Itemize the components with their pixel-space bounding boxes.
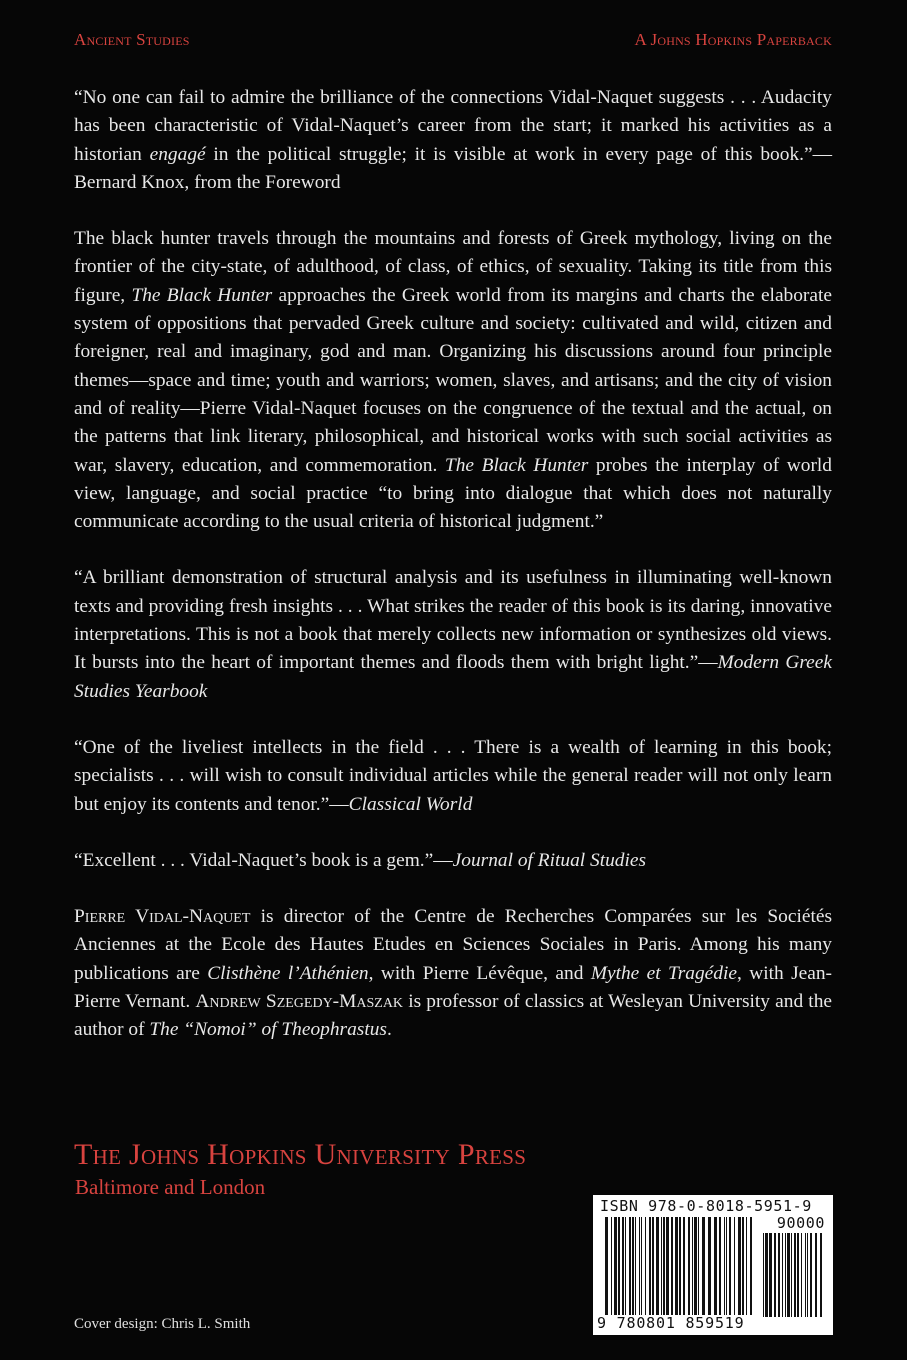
barcode-addon-bars-icon [763,1233,825,1317]
imprint-label: A Johns Hopkins Paperback [634,30,832,49]
description-text: The black hunter travels through the mountains and forests of Greek mythology, living on the frontier of the city-state, of adulthood, of class, of ethics, of sexuality. Taking its title from this figure, [74,228,832,306]
barcode-bars-icon [605,1217,753,1315]
book-title-italic: Mythe et Tragédie [590,962,737,984]
review-source: Journal of Ritual Studies [452,849,647,871]
author-bio [74,903,832,1044]
review-text: “Excellent . . . Vidal-Naquet’s book is a gem.”— [74,849,453,871]
book-title-italic: The Black Hunter [444,454,589,476]
blurb-text: in the political struggle; it is visible at work in every page of this book.”—Bernard Knox, from the Foreword [74,143,832,193]
author-name: Pierre Vidal-Naquet [74,906,251,928]
knox-blurb [74,84,832,197]
isbn-barcode [593,1195,833,1335]
book-title-italic: The “Nomoi” of Theophrastus [149,1019,387,1041]
publisher-city: Baltimore and London [75,1175,266,1199]
isbn-number: ISBN 978-0-8018-5951-9 [600,1197,812,1215]
back-cover-text [74,84,832,1045]
book-description [74,225,832,536]
review-blurb-ritual-studies [74,847,832,875]
blurb-italic: engagé [149,143,206,165]
publisher-name: The Johns Hopkins University Press [74,1138,527,1171]
bio-text: is professor of classics at Wesleyan University and the author of [74,991,832,1041]
review-blurb-modern-greek [74,564,832,705]
review-source: Classical World [348,793,473,815]
review-text: “A brilliant demonstration of structural analysis and its usefulness in illuminating well-known texts and providing fresh insights . . . What strikes the reader of this book is its daring, innovative interpretations. This is not a book that merely collects new information or synthesizes old views. It bursts into the heart of important themes and floods them with bright light.”— [74,567,832,674]
ean-digits: 9 780801 859519 [597,1314,745,1332]
review-text: “One of the liveliest intellects in the field . . . There is a wealth of learning in this book; specialists . . . will wish to consult individual articles while the general reader will not only learn but enjoy its contents and tenor.”— [74,736,832,815]
blurb-text: “No one can fail to admire the brilliance of the connections Vidal-Naquet suggests . . . Audacity has been characteristic of Vidal-Naquet’s career from the start; it marked his activities as a historian [74,87,832,165]
bio-text: , with Jean-Pierre Vernant. [74,962,832,1013]
series-label: Ancient Studies [74,30,190,49]
book-title-italic: The Black Hunter [131,284,273,306]
review-blurb-classical-world [74,734,832,819]
cover-design-credit: Cover design: Chris L. Smith [74,1316,251,1332]
bio-text: is director of the Centre de Recherches Comparées sur les Sociétés Anciennes at the Ecole des Hautes Etudes en Sciences Sociales in Paris. Among his many publications are [74,906,833,984]
bio-text: . [386,1019,392,1041]
description-text: approaches the Greek world from its margins and charts the elaborate system of oppositions that pervaded Greek culture and society: cultivated and wild, citizen and foreigner, real and imaginary, god and man. Organizing his discussions around four principle themes—space and time; youth and warriors; women, slaves, and artisans; and the city of vision and of reality—Pierre Vidal-Naquet focuses on the congruence of the textual and the actual, on the patterns that link literary, philosophical, and historical works with such social activities as war, slavery, education, and commemoration. [74,284,832,476]
author-name: Andrew Szegedy-Maszak [195,991,404,1013]
price-code: 90000 [776,1214,825,1232]
review-source: Modern Greek Studies Yearbook [74,652,832,702]
book-title-italic: Clisthène l’Athénien [207,962,369,984]
description-text: probes the interplay of world view, language, and social practice “to bring into dialogue that which does not naturally communicate according to the usual criteria of historical judgment.” [74,454,833,533]
bio-text: , with Pierre Lévêque, and [368,962,591,984]
